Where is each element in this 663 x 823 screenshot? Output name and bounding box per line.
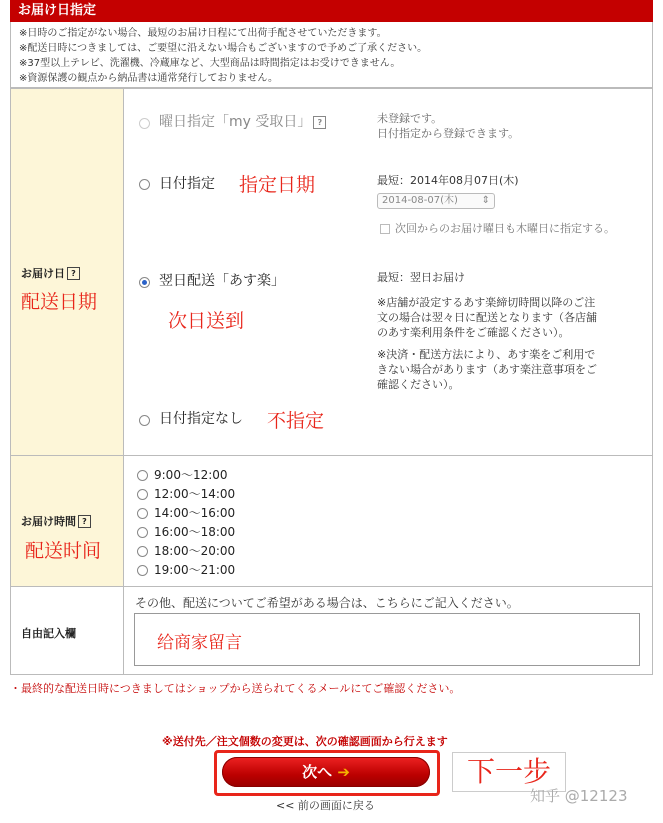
free-entry-label-cell	[11, 587, 124, 674]
delivery-time-row	[10, 455, 653, 587]
next-button[interactable]: 次へ ➔	[222, 757, 430, 787]
note-line: ※配送日時につきましては、ご要望に沿えない場合もございますので予めご了承ください。	[19, 43, 428, 54]
option-my-receive-day[interactable]: 曜日指定「my 受取日」 ?	[159, 111, 326, 131]
time-slot-label[interactable]: 9:00〜12:00	[154, 468, 228, 482]
date-select[interactable]: 2014-08-07(木) ⇕	[377, 193, 495, 209]
radio-time-slot[interactable]	[137, 546, 148, 557]
free-entry-instruction: その他、配送についてご希望がある場合は、こちらにご記入ください。	[135, 596, 519, 610]
checkbox-repeat-weekday-label[interactable]: 次回からのお届け曜日も木曜日に指定する。	[395, 222, 615, 235]
help-icon[interactable]: ?	[313, 116, 326, 129]
delivery-date-row	[10, 88, 653, 456]
note-line: ※37型以上テレビ、洗濯機、冷蔵庫など、大型商品は時間指定はお受けできません。	[19, 58, 401, 69]
next-day-earliest: 最短：翌日お届け	[377, 271, 465, 284]
annotation-free-entry: 给商家留言	[157, 633, 242, 653]
checkbox-repeat-weekday[interactable]	[380, 224, 390, 234]
section-header: お届け日指定	[10, 0, 653, 22]
time-slot-label[interactable]: 12:00〜14:00	[154, 487, 236, 501]
option-date-specify[interactable]: 日付指定	[159, 176, 215, 192]
delivery-date-label: お届け日 ?	[21, 265, 80, 281]
delivery-time-label: お届け時間 ?	[21, 513, 91, 529]
radio-time-slot[interactable]	[137, 489, 148, 500]
next-day-notice-1: ※店舗が設定するあす楽締切時間以降のご注 文の場合は翌々日に配送となります（各店舗 のあす楽利用条件をご確認ください）。	[377, 296, 597, 339]
annotation-date-specify: 指定日期	[239, 174, 316, 196]
my-receive-day-info: 未登録です。 日付指定から登録できます。	[377, 112, 520, 140]
option-next-day[interactable]: 翌日配送「あす楽」	[159, 273, 285, 289]
option-no-date[interactable]: 日付指定なし	[159, 411, 243, 427]
change-note: ※送付先／注文個数の変更は、次の確認画面から行えます	[162, 735, 448, 748]
next-day-notice-2: ※決済・配送方法により、あす楽をご利用で きない場合があります（あす楽注意事項をご 確認ください）。	[377, 348, 597, 391]
note-line: ※日時のご指定がない場合、最短のお届け日程にて出荷手配させていただきます。	[19, 28, 387, 39]
final-note: ・最終的な配送日時につきましてはショップから送られてくるメールにてご確認ください。	[10, 682, 461, 695]
radio-time-slot[interactable]	[137, 527, 148, 538]
radio-date-specify[interactable]	[139, 179, 150, 190]
annotation-delivery-date: 配送日期	[21, 291, 98, 313]
free-entry-textarea[interactable]	[134, 613, 640, 666]
annotation-next: 下一步	[452, 752, 566, 792]
radio-time-slot[interactable]	[137, 508, 148, 519]
delivery-date-label-cell	[11, 89, 124, 455]
free-entry-row	[10, 586, 653, 675]
help-icon[interactable]: ?	[78, 515, 91, 528]
chevron-down-icon: ⇕	[481, 195, 490, 206]
time-slot-label[interactable]: 18:00〜20:00	[154, 544, 236, 558]
time-slot-label[interactable]: 14:00〜16:00	[154, 506, 236, 520]
time-slot-label[interactable]: 16:00〜18:00	[154, 525, 236, 539]
radio-time-slot[interactable]	[137, 565, 148, 576]
arrow-right-icon: ➔	[337, 763, 350, 781]
delivery-time-label-cell	[11, 456, 124, 586]
time-slot-label[interactable]: 19:00〜21:00	[154, 563, 236, 577]
radio-no-date[interactable]	[139, 415, 150, 426]
note-line: ※資源保護の観点から納品書は通常発行しておりません。	[19, 73, 278, 84]
annotation-next-day: 次日送到	[168, 310, 245, 332]
help-icon[interactable]: ?	[67, 267, 80, 280]
free-entry-label: 自由記入欄	[21, 627, 76, 640]
annotation-no-date: 不指定	[267, 410, 325, 432]
radio-next-day[interactable]	[139, 277, 150, 288]
earliest-date-text: 最短：2014年08月07日(木)	[377, 174, 519, 187]
notes-box	[10, 22, 653, 88]
annotation-delivery-time: 配送时间	[25, 540, 102, 562]
radio-my-receive-day[interactable]	[139, 118, 150, 129]
back-link[interactable]: << 前の画面に戻る	[276, 799, 375, 812]
radio-time-slot[interactable]	[137, 470, 148, 481]
watermark: 知乎 @12123	[530, 787, 628, 805]
